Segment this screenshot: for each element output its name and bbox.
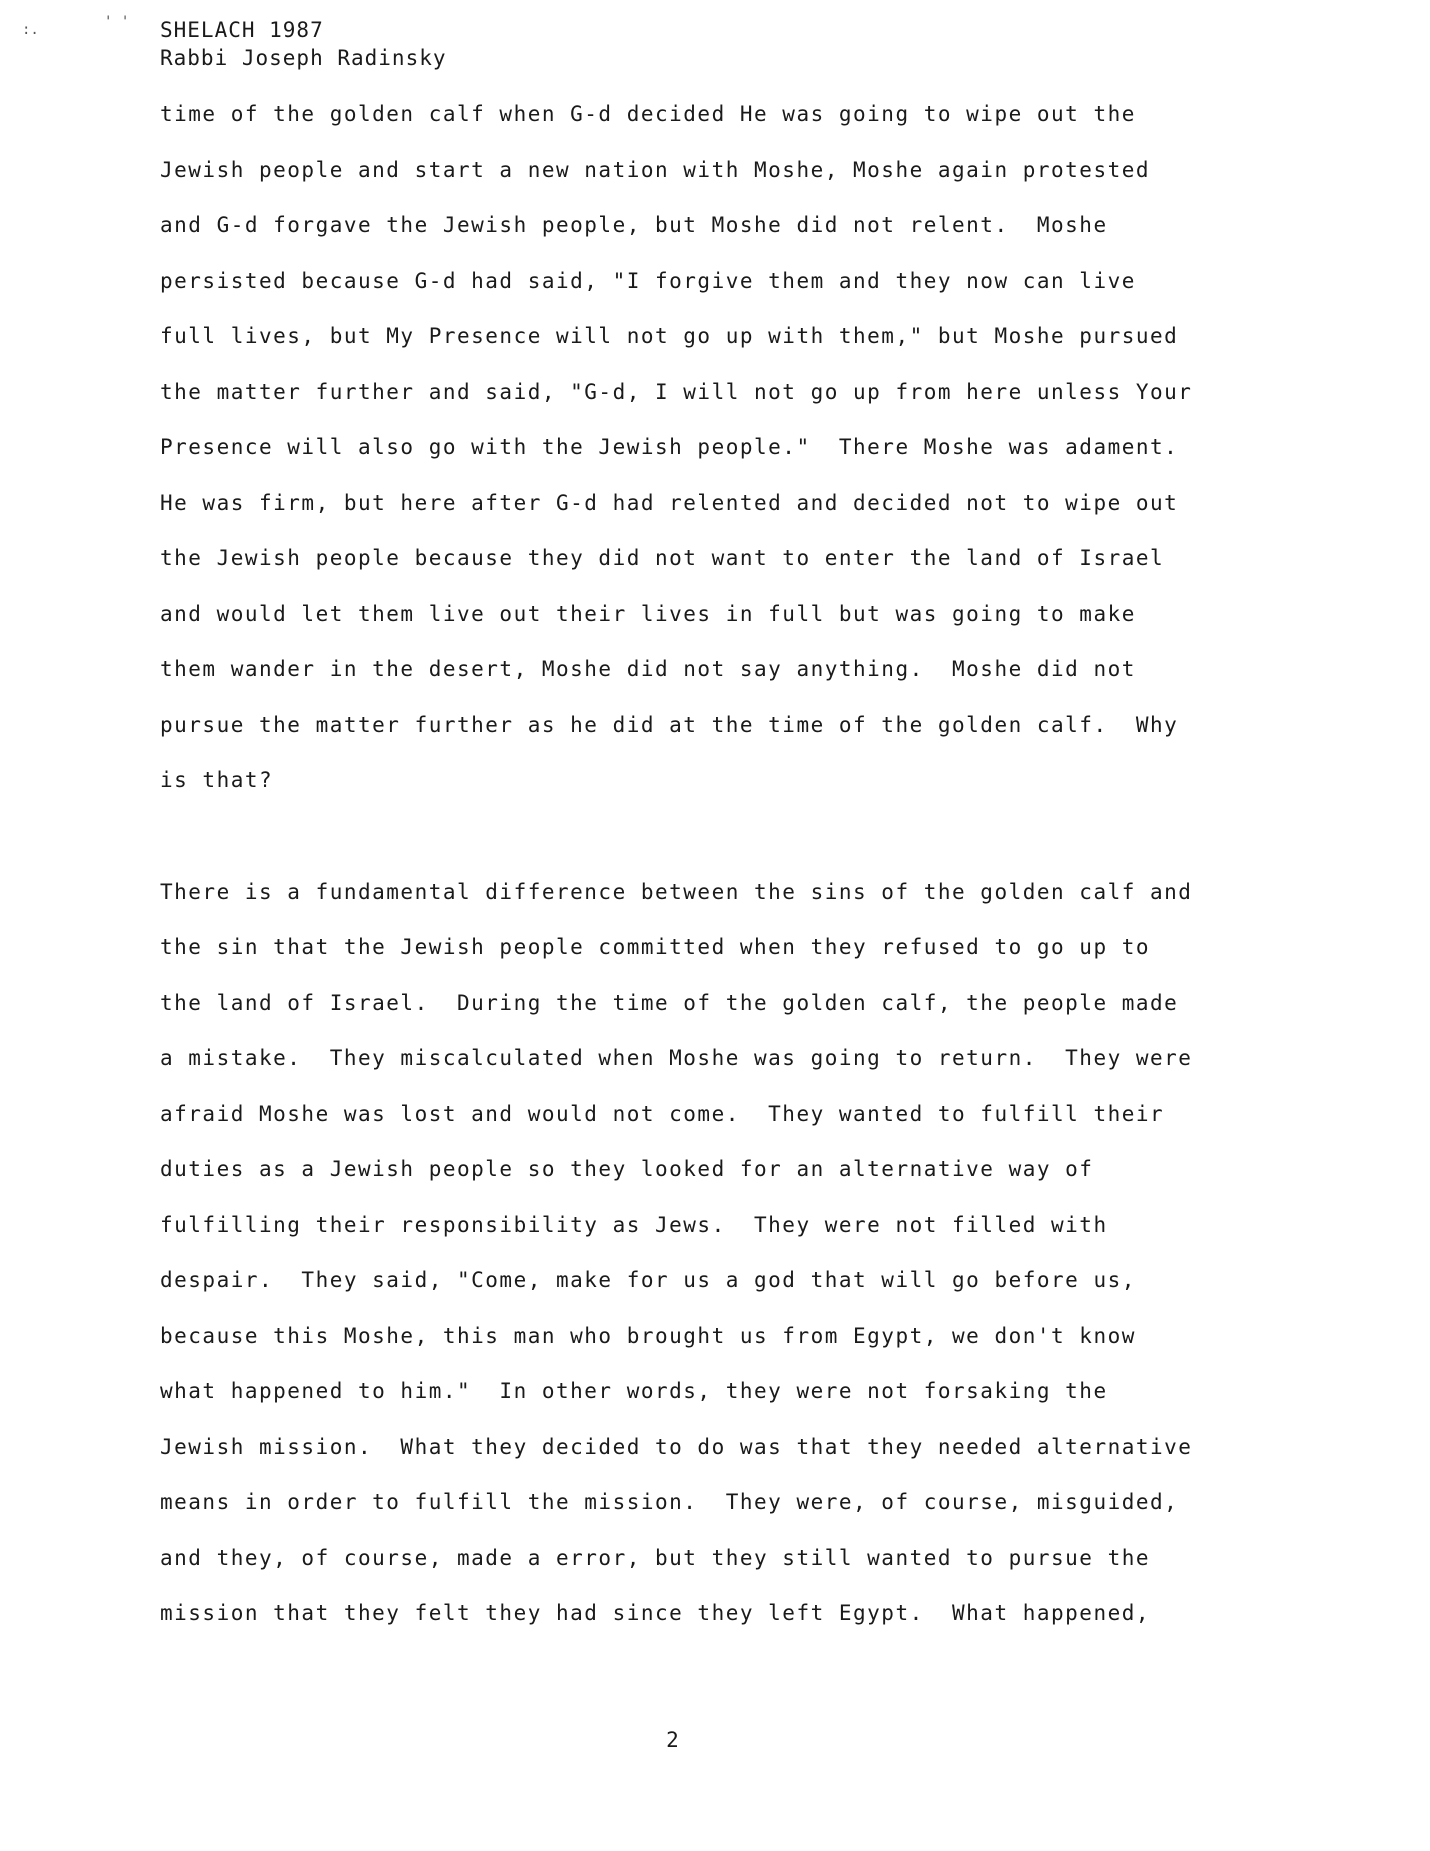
paragraph-1-line: Presence will also go with the Jewish people." There Moshe was adament.: [160, 435, 1179, 459]
paragraph-2-line: fulfilling their responsibility as Jews. They were not filled with: [160, 1212, 1108, 1237]
document-header: [160, 16, 447, 72]
paragraph-1-line: He was firm, but here after G-d had relented and decided not to wipe out: [160, 490, 1179, 515]
document-body: [160, 98, 1400, 1653]
paragraph-1-line: persisted because G-d had said, "I forgive them and they now can live: [160, 268, 1136, 293]
paragraph-1-line: and would let them live out their lives in full but was going to make: [160, 601, 1136, 626]
document-title: SHELACH 1987: [160, 18, 324, 42]
paragraph-2-line: There is a fundamental difference between the sins of the golden calf and: [160, 879, 1193, 904]
paragraph-2-line: and they, of course, made a error, but they still wanted to pursue the: [160, 1545, 1151, 1570]
paragraph-2-line: duties as a Jewish people so they looked for an alternative way of: [160, 1157, 1094, 1181]
paragraph-2-line: the land of Israel. During the time of the golden calf, the people made: [160, 990, 1179, 1015]
paragraph-2-line: afraid Moshe was lost and would not come. They wanted to fulfill their: [160, 1101, 1165, 1126]
paragraph-1-line: full lives, but My Presence will not go up with them," but Moshe pursued: [160, 324, 1179, 348]
paragraph-2-line: despair. They said, "Come, make for us a god that will go before us,: [160, 1268, 1136, 1292]
paragraph-2-line: Jewish mission. What they decided to do was that they needed alternative: [160, 1434, 1193, 1459]
paragraph-2-line: means in order to fulfill the mission. They were, of course, misguided,: [160, 1490, 1179, 1514]
paragraph-1-line: the matter further and said, "G-d, I will not go up from here unless Your: [160, 379, 1193, 404]
paragraph-1-line: them wander in the desert, Moshe did not say anything. Moshe did not: [160, 657, 1136, 681]
paragraph-2-line: because this Moshe, this man who brought us from Egypt, we don't know: [160, 1323, 1136, 1348]
paragraph-2-line: the sin that the Jewish people committed when they refused to go up to: [160, 935, 1151, 959]
paragraph-1-line: pursue the matter further as he did at the time of the golden calf. Why: [160, 712, 1179, 737]
paragraph-2-line: what happened to him." In other words, they were not forsaking the: [160, 1379, 1108, 1403]
paragraph-gap: [160, 820, 1400, 876]
paragraph-1-line: the Jewish people because they did not want to enter the land of Israel: [160, 546, 1165, 570]
paragraph-1-line: is that?: [160, 768, 274, 792]
scan-speck: :.: [22, 22, 39, 38]
paragraph-2-line: mission that they felt they had since they left Egypt. What happened,: [160, 1601, 1151, 1625]
paragraph-1-line: time of the golden calf when G-d decided He was going to wipe out the: [160, 102, 1136, 126]
scan-speck: ' ': [104, 14, 130, 30]
paragraph-2-line: a mistake. They miscalculated when Moshe was going to return. They were: [160, 1046, 1193, 1070]
paragraph-1-line: and G-d forgave the Jewish people, but Moshe did not relent. Moshe: [160, 213, 1108, 237]
document-author: Rabbi Joseph Radinsky: [160, 46, 447, 70]
paragraph-1-line: Jewish people and start a new nation with Moshe, Moshe again protested: [160, 157, 1151, 182]
page-number: 2: [666, 1728, 679, 1752]
